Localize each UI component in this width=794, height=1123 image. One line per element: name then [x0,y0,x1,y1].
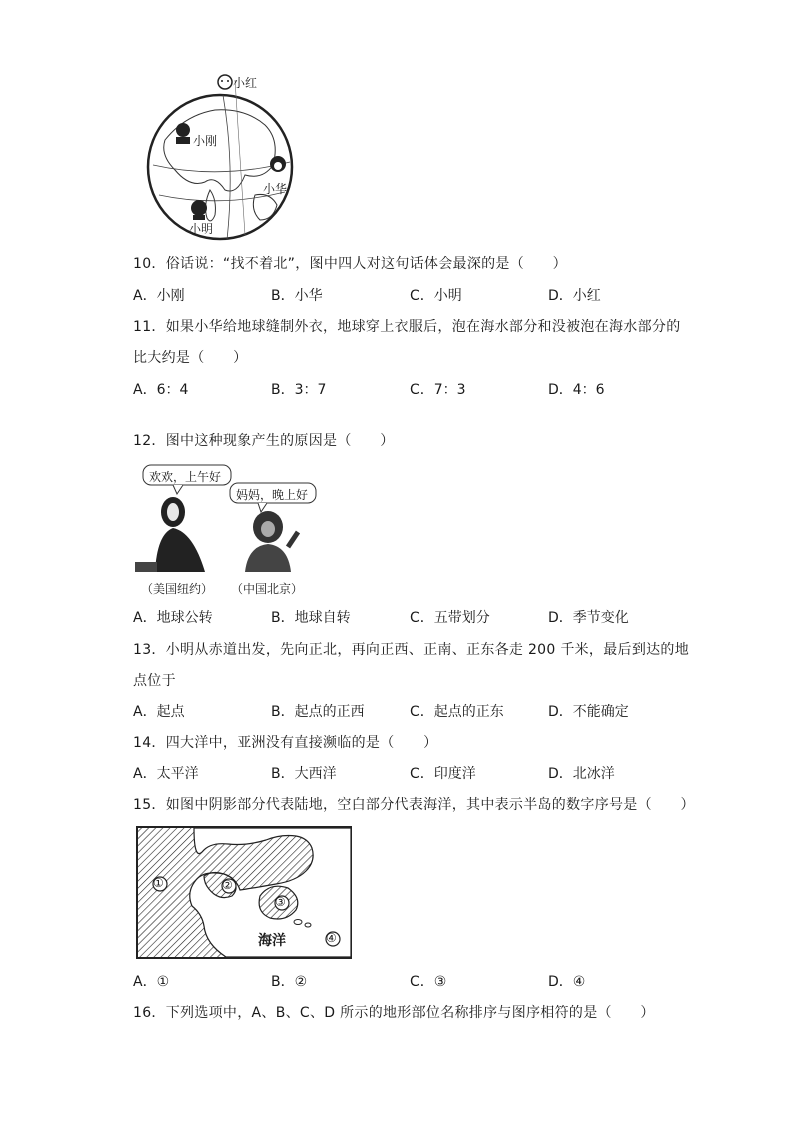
q12-option-c[interactable]: C．五带划分 [410,610,490,626]
q13-option-d[interactable]: D．不能确定 [548,704,629,720]
map-marker-4: ④ [326,931,337,945]
map-ocean-label: 海洋 [258,933,286,949]
q15-option-b[interactable]: B．② [271,974,308,990]
label-xiaoming: 小明 [189,222,214,236]
label-xiaohua: 小华 [263,182,288,196]
land-ocean-map-figure [136,826,352,959]
caption-beijing: （中国北京） [231,582,304,596]
q11-option-c[interactable]: C．7：3 [410,382,466,398]
q15-option-a[interactable]: A．① [133,974,170,990]
q10-option-c[interactable]: C．小明 [410,288,462,304]
label-xiaogang: 小刚 [193,134,218,148]
q11-option-b[interactable]: B．3：7 [271,382,327,398]
bubble-left-text: 欢欢，上午好 [149,470,222,484]
land-ocean-map [136,826,352,959]
map-marker-3: ③ [275,895,286,909]
q10-option-a[interactable]: A．小刚 [133,288,185,304]
q14-option-c[interactable]: C．印度洋 [410,766,476,782]
map-marker-1: ① [153,876,164,890]
q11-text-line2: 比大约是（ ） [133,350,248,366]
q14-text: 14．四大洋中，亚洲没有直接濒临的是（ ） [133,735,438,751]
q12-option-b[interactable]: B．地球自转 [271,610,351,626]
q15-text: 15．如图中阴影部分代表陆地，空白部分代表海洋，其中表示半岛的数字序号是（ ） [133,797,695,813]
child-hua-icon [270,156,286,172]
q14-option-d[interactable]: D．北冰洋 [548,766,615,782]
q11-option-d[interactable]: D．4：6 [548,382,605,398]
q13-text-line1: 13．小明从赤道出发，先向正北，再向正西、正南、正东各走 200 千米，最后到达的地 [133,642,690,658]
caption-new-york: （美国纽约） [141,582,214,596]
globe-illustration [145,70,305,245]
q14-option-b[interactable]: B．大西洋 [271,766,337,782]
q11-text-line1: 11．如果小华给地球缝制外衣，地球穿上衣服后，泡在海水部分和没被泡在海水部分的 [133,319,681,335]
child-hong-icon [218,75,232,89]
bubble-right-text: 妈妈，晚上好 [236,488,309,502]
child-ming-icon [191,200,207,220]
q13-text-line2: 点位于 [133,673,176,689]
label-xiaohong: 小红 [233,76,258,90]
child-gang-icon [176,123,190,144]
globe-figure [145,70,305,245]
q16-text: 16．下列选项中，A、B、C、D 所示的地形部位名称排序与图序相符的是（ ） [133,1005,655,1021]
q15-option-d[interactable]: D．④ [548,974,586,990]
q13-option-b[interactable]: B．起点的正西 [271,704,365,720]
q14-option-a[interactable]: A．太平洋 [133,766,199,782]
phone-call-figure [133,462,323,597]
q11-option-a[interactable]: A．6：4 [133,382,189,398]
q13-option-a[interactable]: A．起点 [133,704,185,720]
q15-option-c[interactable]: C．③ [410,974,447,990]
q13-option-c[interactable]: C．起点的正东 [410,704,504,720]
q12-option-d[interactable]: D．季节变化 [548,610,629,626]
map-marker-2: ② [222,878,233,892]
q10-option-d[interactable]: D．小红 [548,288,601,304]
q10-option-b[interactable]: B．小华 [271,288,323,304]
q12-text: 12．图中这种现象产生的原因是（ ） [133,433,395,449]
q12-option-a[interactable]: A．地球公转 [133,610,213,626]
q10-text: 10．俗话说：“找不着北”，图中四人对这句话体会最深的是（ ） [133,256,567,272]
